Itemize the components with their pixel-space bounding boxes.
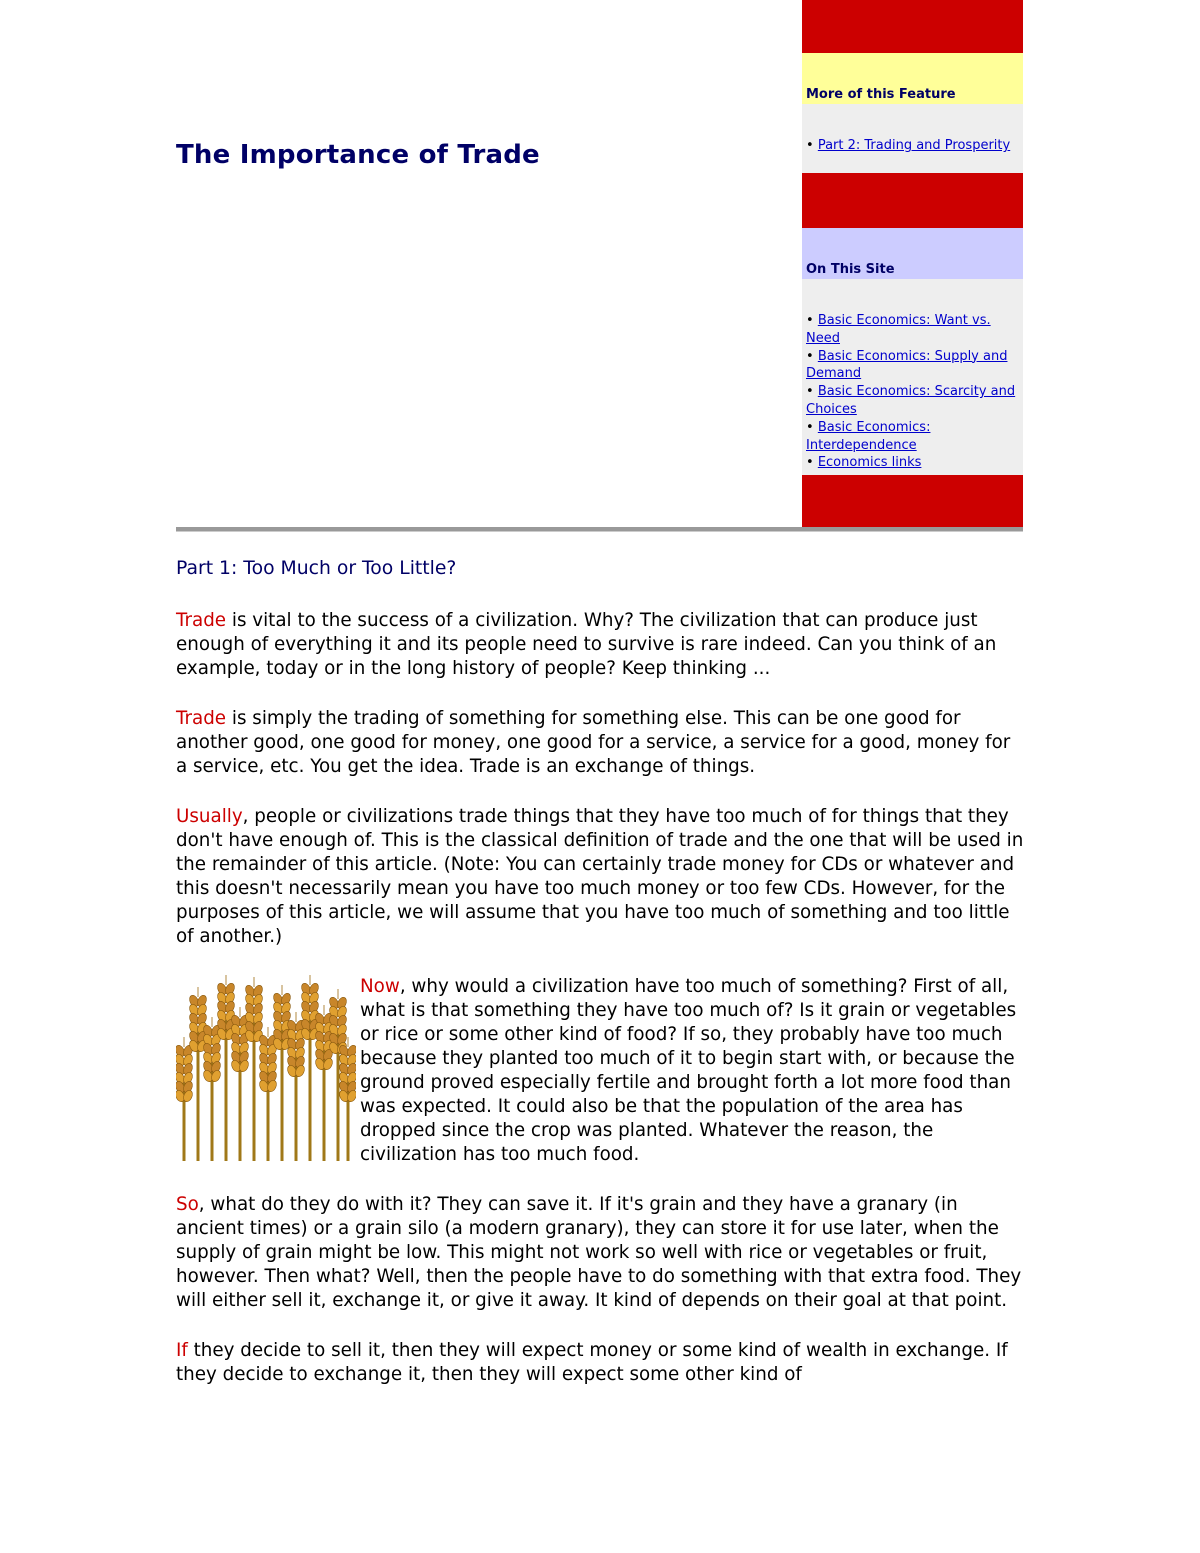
sidebar-red-band (802, 173, 1023, 228)
supply-demand-link[interactable]: Basic Economics: Supply and Demand (806, 348, 1008, 382)
paragraph (176, 805, 1026, 949)
article-body (176, 555, 1026, 1413)
bullet-icon: • (806, 384, 814, 400)
sidebar-item-economics-links (806, 454, 1021, 472)
lead-word: Now (360, 976, 400, 997)
site-links (802, 279, 1023, 475)
feature-links (802, 104, 1023, 173)
sidebar-item-want-vs-need (806, 312, 1021, 348)
want-vs-need-link[interactable]: Basic Economics: Want vs. Need (806, 313, 991, 346)
lead-word: So (176, 1194, 199, 1215)
part-2-link[interactable]: Part 2: Trading and Prosperity (817, 138, 1011, 153)
paragraph (176, 707, 1026, 779)
scarcity-choices-link[interactable]: Basic Economics: Scarcity and Choices (806, 384, 1016, 417)
paragraph (176, 1339, 1026, 1387)
page-title: The Importance of Trade (176, 140, 540, 170)
site-heading: On This Site (802, 228, 1023, 279)
paragraph-text: is simply the trading of something for something else. This can be one good for another good, one good for money, one good for a service, a service for a good, money for a service, etc. You get the idea. Trade is an exchange of things. (176, 708, 1011, 777)
sidebar-red-band (802, 475, 1023, 529)
paragraph (176, 1193, 1026, 1313)
bullet-icon: • (806, 313, 814, 328)
horizontal-rule (176, 527, 1023, 532)
paragraph (176, 609, 1026, 681)
paragraph (176, 975, 1026, 1167)
sidebar-item-supply-demand (806, 348, 1021, 384)
lead-word: If (176, 1340, 188, 1361)
paragraph-text: , people or civilizations trade things that they have too much of for things that they don't have enough of. This is the classical definition of trade and the one that will be used in the remainder of this article. (Note: You can certainly trade money for CDs or whatever and this doesn't necessarily mean you have too much money or too few CDs. However, for the purposes of this article, we will assume that you have too much of something and too little of another.) (176, 806, 1024, 947)
lead-word: Usually (176, 806, 243, 827)
bullet-icon: • (806, 419, 814, 435)
bullet-icon: • (806, 455, 814, 471)
feature-heading: More of this Feature (802, 53, 1023, 104)
economics-links-link[interactable]: Economics links (817, 455, 922, 471)
wheat-stalks-image (176, 973, 356, 1163)
paragraph-text: , what do they do with it? They can save it. If it's grain and they have a granary (in ancient times) or a grain silo (a modern granary), they can store it for use later, when the supply of grain might be low. This might not work so well with rice or vegetables or fruit, however. Then what? Well, then the people have to do something with that extra food. They will either sell it, exchange it, or give it away. It kind of depends on their goal at that point. (176, 1194, 1022, 1311)
section-title: Part 1: Too Much or Too Little? (176, 558, 457, 579)
lead-word: Trade (176, 708, 227, 729)
sidebar-item-part-2 (806, 137, 1021, 155)
sidebar-item-scarcity (806, 383, 1021, 419)
paragraph-text: , why would a civilization have too much of something? First of all, what is that something they have too much of? Is it grain or vegetables or rice or some other kind of food? If so, they probably have too much because they planted too much of it to begin start with, or because the ground proved especially fertile and brought forth a lot more food than was expected. It could also be that the population of the area has dropped since the crop was planted. Whatever the reason, the civilization has too much food. (360, 976, 1017, 1165)
lead-word: Trade (176, 610, 227, 631)
interdependence-link[interactable]: Basic Economics: Interdependence (806, 419, 931, 453)
sidebar-red-band (802, 0, 1023, 53)
paragraph-text: is vital to the success of a civilization. Why? The civilization that can produce just enough of everything it and its people need to survive is rare indeed. Can you think of an example, today or in the long history of people? Keep thinking ... (176, 610, 997, 679)
bullet-icon: • (806, 348, 814, 364)
feature-sidebar (802, 0, 1023, 529)
paragraph-text: they decide to sell it, then they will expect money or some kind of wealth in exchange. If they decide to exchange it, then they will expect some other kind of (176, 1340, 1008, 1385)
sidebar-item-interdependence (806, 419, 1021, 455)
bullet-icon: • (806, 138, 814, 153)
